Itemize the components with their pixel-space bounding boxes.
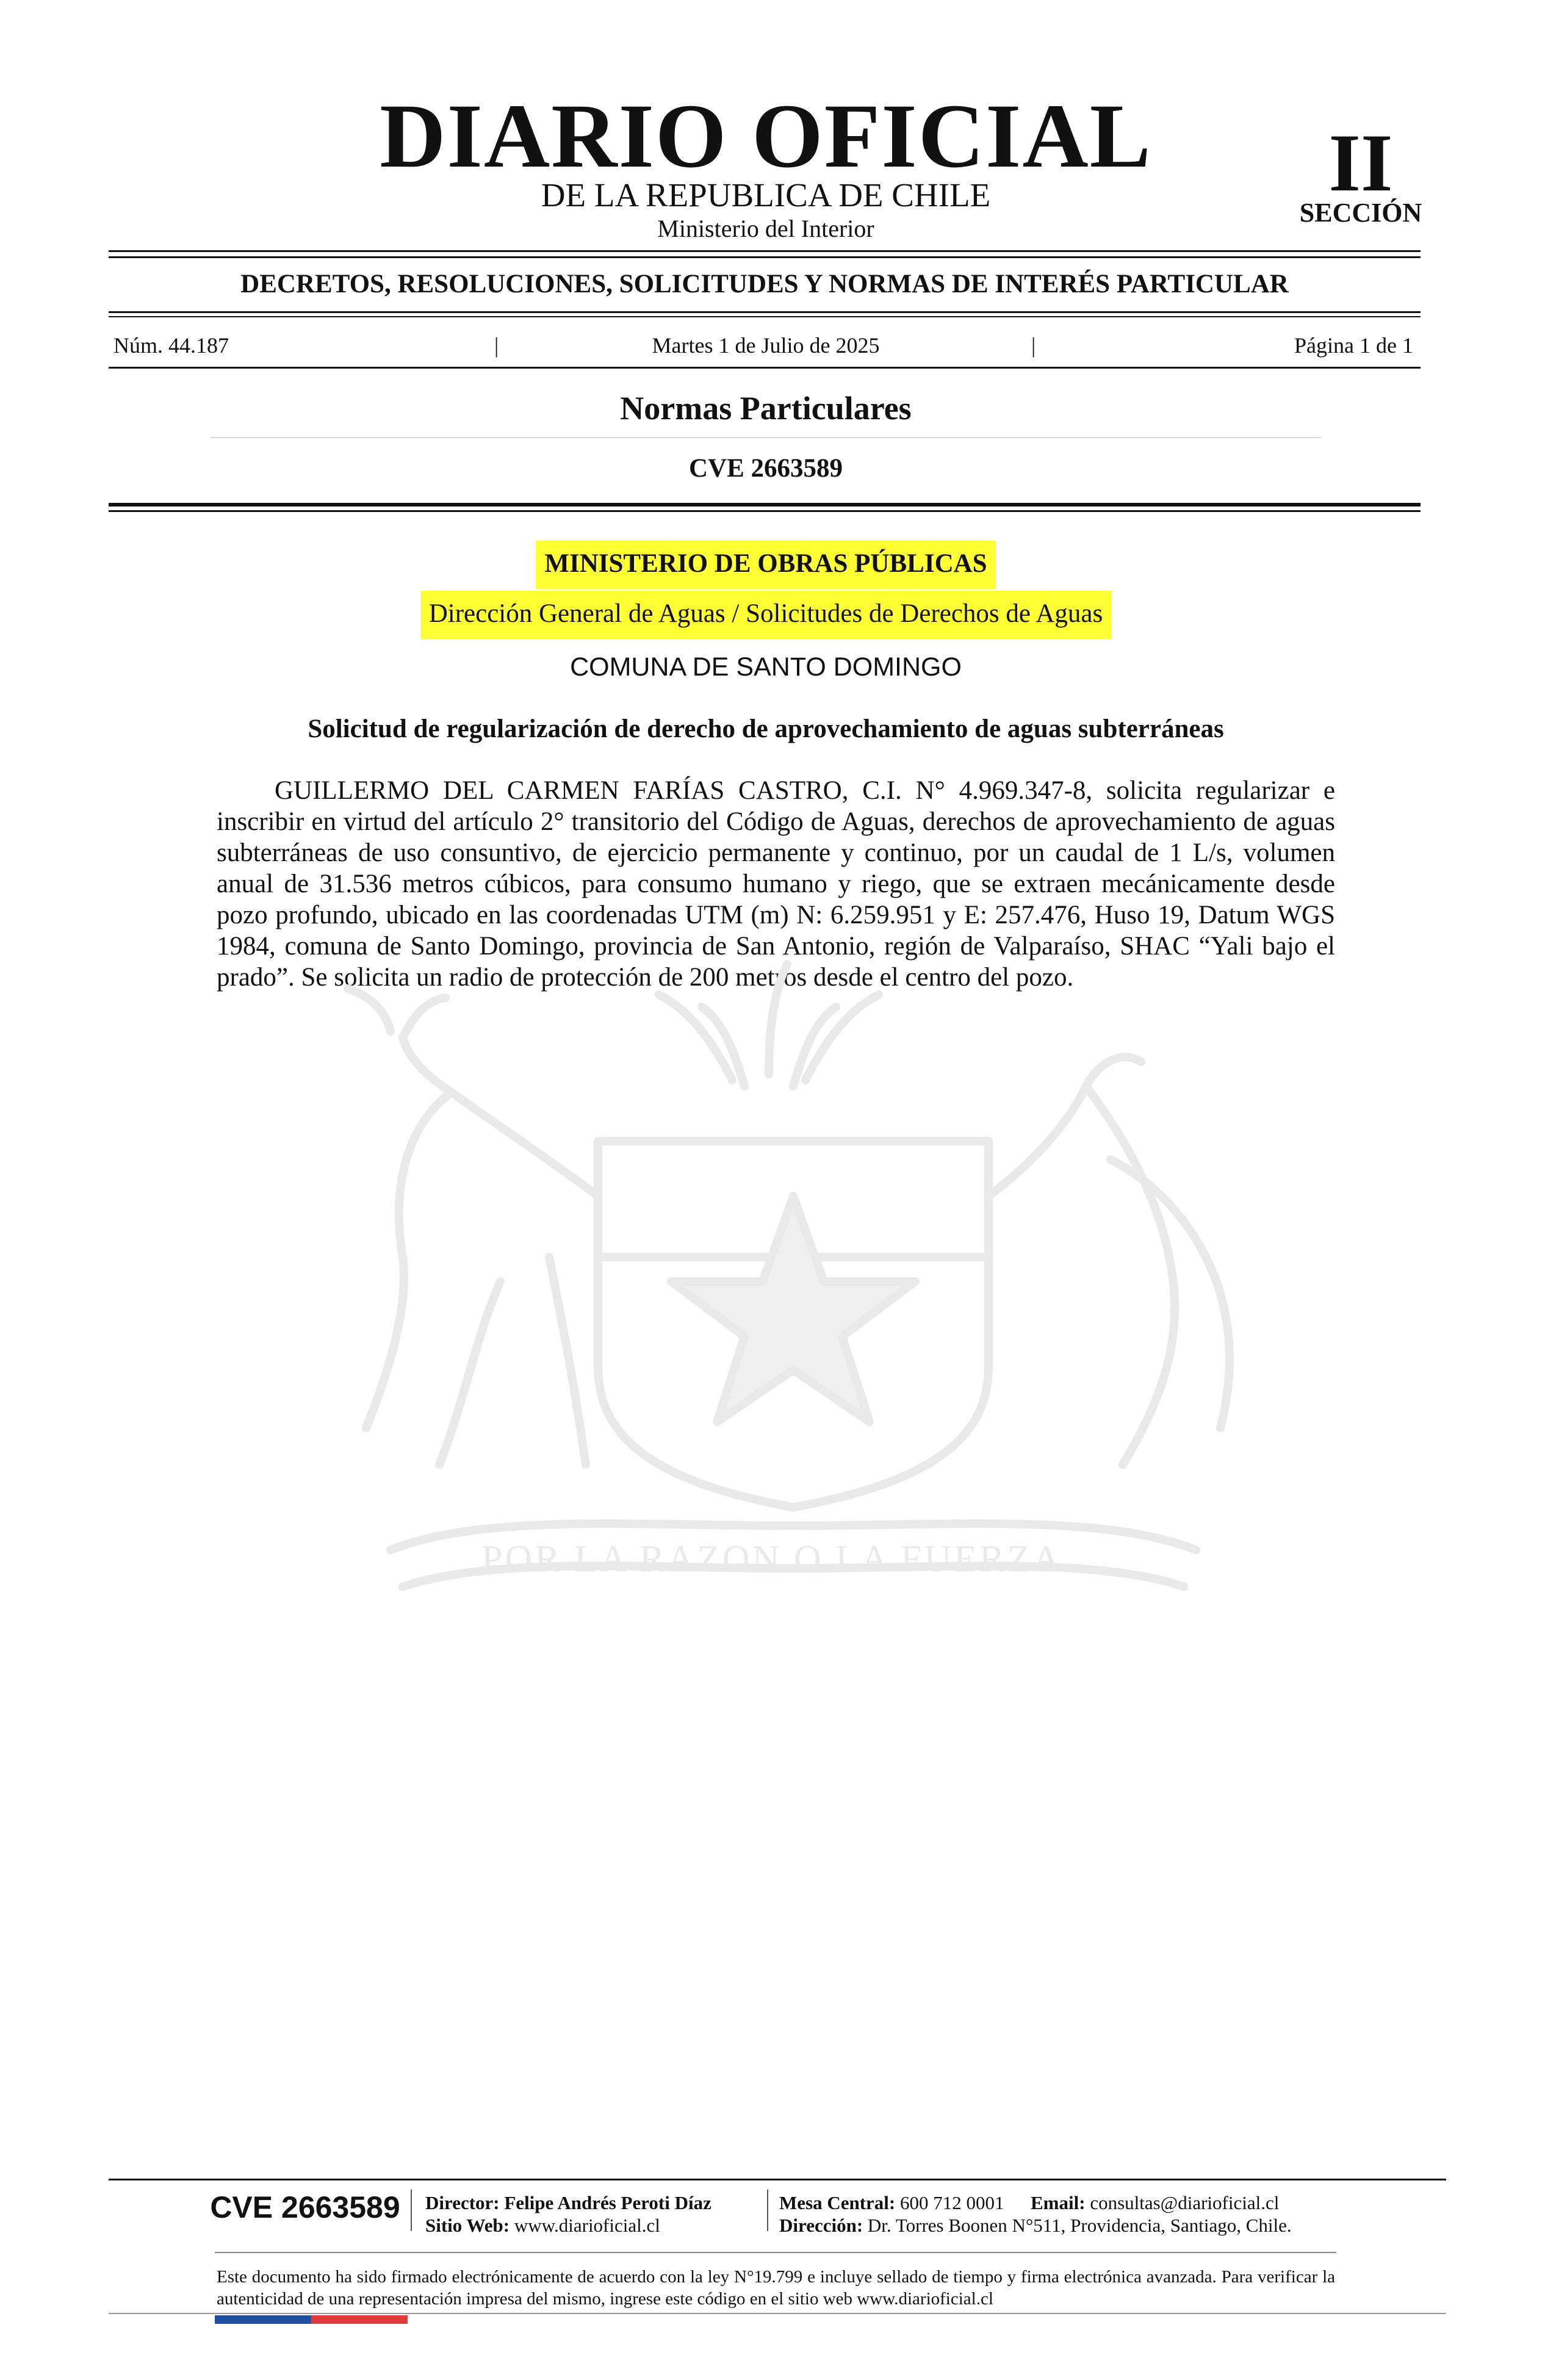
department-row <box>0 591 1532 639</box>
ministry-row <box>0 541 1532 589</box>
page-indicator: Página 1 de 1 <box>1294 333 1413 358</box>
flag-stripe-red <box>311 2315 408 2324</box>
footer-address-line <box>779 2214 1341 2237</box>
section-number: II <box>1328 118 1393 209</box>
footer-cve-code: CVE 2663589 <box>210 2190 400 2224</box>
phone-label: Mesa Central: <box>779 2192 896 2213</box>
info-rule <box>109 367 1421 369</box>
footer-divider <box>411 2190 412 2231</box>
header-rule-thin <box>109 510 1421 512</box>
banner-rule-top <box>109 311 1421 313</box>
masthead-rule-top <box>109 250 1421 252</box>
comuna-name: COMUNA DE SANTO DOMINGO <box>570 652 962 682</box>
masthead-rule-bottom <box>109 256 1421 258</box>
newspaper-subtitle: DE LA REPUBLICA DE CHILE <box>541 176 991 214</box>
director-label: Director: <box>425 2192 500 2213</box>
document-body-text: GUILLERMO DEL CARMEN FARÍAS CASTRO, C.I. N° 4.969.347-8, solicita regularizar e inscribir en virtud del artículo 2° transitorio del Código de Aguas, derechos de aprovechamiento de aguas subterráneas de uso consuntivo, de ejercicio permanente y continuo, por un caudal de 1 L/s, volumen anual de 31.536 metros cúbicos, para consumo humano y riego, que se extraen mecánicamente desde pozo profundo, ubicado en las coordenadas UTM (m) N: 6.259.951 y E: 257.476, Huso 19, Datum WGS 1984, comuna de Santo Domingo, provincia de San Antonio, región de Valparaíso, SHAC “Yali bajo el prado”. Se solicita un radio de protección de 200 metros desde el centro del pozo. <box>217 776 1335 992</box>
watermark-motto: POR LA RAZON O LA FUERZA <box>481 1538 1063 1580</box>
section-banner: DECRETOS, RESOLUCIONES, SOLICITUDES Y NORMAS DE INTERÉS PARTICULAR <box>240 270 1289 298</box>
address-text: Dr. Torres Boonen N°511, Providencia, Santiago, Chile. <box>867 2215 1292 2236</box>
footer-director-line <box>425 2191 767 2214</box>
web-label: Sitio Web: <box>425 2215 510 2236</box>
issue-number: Núm. 44.187 <box>113 333 229 358</box>
info-separator: | <box>1031 333 1036 358</box>
phone-number: 600 712 0001 <box>900 2192 1004 2213</box>
director-name: Felipe Andrés Peroti Díaz <box>504 2192 711 2213</box>
website-link[interactable]: www.diarioficial.cl <box>514 2215 660 2236</box>
footer-rule-bottom <box>109 2313 1446 2314</box>
footer-contact-block <box>779 2191 1341 2237</box>
address-label: Dirección: <box>779 2215 863 2236</box>
footer-rule-top <box>109 2179 1446 2180</box>
footer-director-block <box>425 2191 767 2237</box>
flag-stripe-blue <box>215 2315 311 2324</box>
header-rule-thick <box>109 503 1421 507</box>
department-name: Dirección General de Aguas / Solicitudes de Derechos de Aguas <box>420 591 1112 639</box>
ministry-name: MINISTERIO DE OBRAS PÚBLICAS <box>536 541 995 589</box>
newspaper-ministry: Ministerio del Interior <box>657 215 874 242</box>
newspaper-title: DIARIO OFICIAL <box>380 85 1152 187</box>
email-label: Email: <box>1031 2192 1086 2213</box>
footer-phone-line <box>779 2191 1341 2214</box>
cve-code: CVE 2663589 <box>688 454 843 483</box>
email-link[interactable]: consultas@diarioficial.cl <box>1090 2192 1280 2213</box>
coat-of-arms-watermark <box>207 940 1336 1684</box>
issue-date: Martes 1 de Julio de 2025 <box>652 333 880 358</box>
banner-rule-bottom <box>109 316 1421 317</box>
document-title: Solicitud de regularización de derecho de aprovechamiento de aguas subterráneas <box>308 715 1224 743</box>
footer-web-line <box>425 2214 767 2237</box>
section-label: SECCIÓN <box>1299 198 1422 228</box>
info-separator: | <box>494 333 499 358</box>
footer-rule-mid <box>215 2252 1336 2253</box>
signature-disclaimer: Este documento ha sido firmado electrónicamente de acuerdo con la ley N°19.799 e incluye sellado de tiempo y firma electrónica avanzada. Para verificar la autenticidad de una representación impresa del mismo, ingrese este código en el sitio web www.diarioficial.cl <box>217 2267 1335 2309</box>
norm-divider <box>211 437 1321 438</box>
norm-heading: Normas Particulares <box>620 390 912 427</box>
footer-divider <box>767 2190 768 2231</box>
